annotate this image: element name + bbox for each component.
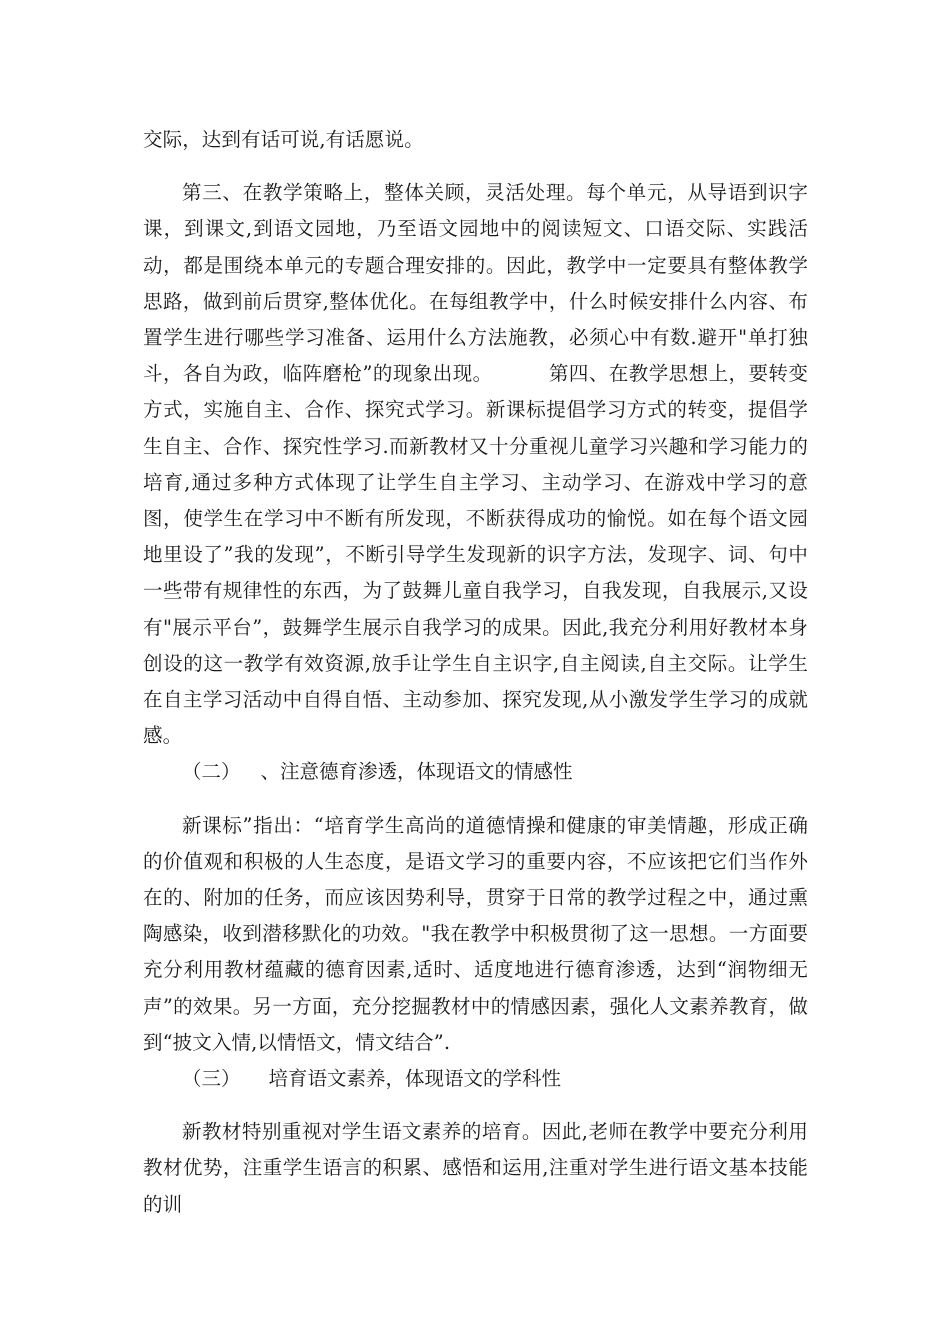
section-heading-2 — [143, 754, 808, 790]
section-heading-2-number: （二） — [182, 760, 241, 784]
document-page — [143, 122, 808, 1223]
paragraph-1: 交际，达到有话可说,有话愿说。 — [143, 128, 424, 151]
paragraph-3: 新课标”指出：“培育学生高尚的道德情操和健康的审美情趣，形成正确的价值观和积极的人生态度，是语文学习的重要内容，不应该把它们当作外在的、附加的任务，而应该因势利导，贯穿于日常的教学过程之中，通过熏陶感染，收到潜移默化的功效。"我在教学中积极贯彻了这一思想。一方面要充分利用教材蕴藏的德育因素,适时、适度地进行德育渗透，达到“润物细无声”的效果。另一方面，充分挖掘教材中的情感因素，强化人文素养教育，做到“披文入情,以情悟文，情文结合”. — [143, 813, 808, 1054]
section-heading-3 — [143, 1061, 808, 1097]
paragraph-2-part-a: 第三、在教学策略上，整体关顾，灵活处理。每个单元，从导语到识字课，到课文,到语文园地，乃至语文园地中的阅读短文、口语交际、实践活动，都是围绕本单元的专题合理安排的。因此，教学中一定要具有整体教学思路，做到前后贯穿,整体优化。在每组教学中，什么时候安排什么内容、布置学生进行哪些学习准备、运用什么方法施教，必须心中有数.避开"单打独斗，各自为政，临阵磨枪”的现象出现。 — [143, 181, 808, 386]
section-heading-3-number: （三） — [182, 1067, 241, 1091]
paragraph-4: 新教材特别重视对学生语文素养的培育。因此,老师在教学中要充分利用教材优势，注重学生语言的积累、感悟和运用,注重对学生进行语文基本技能的训 — [143, 1120, 808, 1216]
section-heading-3-text: 培育语文素养，体现语文的学科性 — [268, 1067, 562, 1091]
paragraph-2 — [143, 175, 808, 754]
section-heading-2-text: 、注意德育渗透，体现语文的情感性 — [260, 760, 573, 784]
paragraph-2-part-b: 第四、在教学思想上，要转变方式，实施自主、合作、探究式学习。新课标提倡学习方式的转变，提倡学生自主、合作、探究性学习.而新教材又十分重视儿童学习兴趣和学习能力的培育,通过多种方式体现了让学生自主学习、主动学习、在游戏中学习的意图，使学生在学习中不断有所发现，不断获得成功的愉悦。如在每个语文园地里设了”我的发现”，不断引导学生发现新的识字方法，发现字、词、句中一些带有规律性的东西，为了鼓舞儿童自我学习，自我发现，自我展示,又设有"展示平台”，鼓舞学生展示自我学习的成果。因此,我充分利用好教材本身创设的这一教学有效资源,放手让学生自主识字,自主阅读,自主交际。让学生在自主学习活动中自得自悟、主动参加、探究发现,从小激发学生学习的成就感。 — [143, 362, 808, 748]
